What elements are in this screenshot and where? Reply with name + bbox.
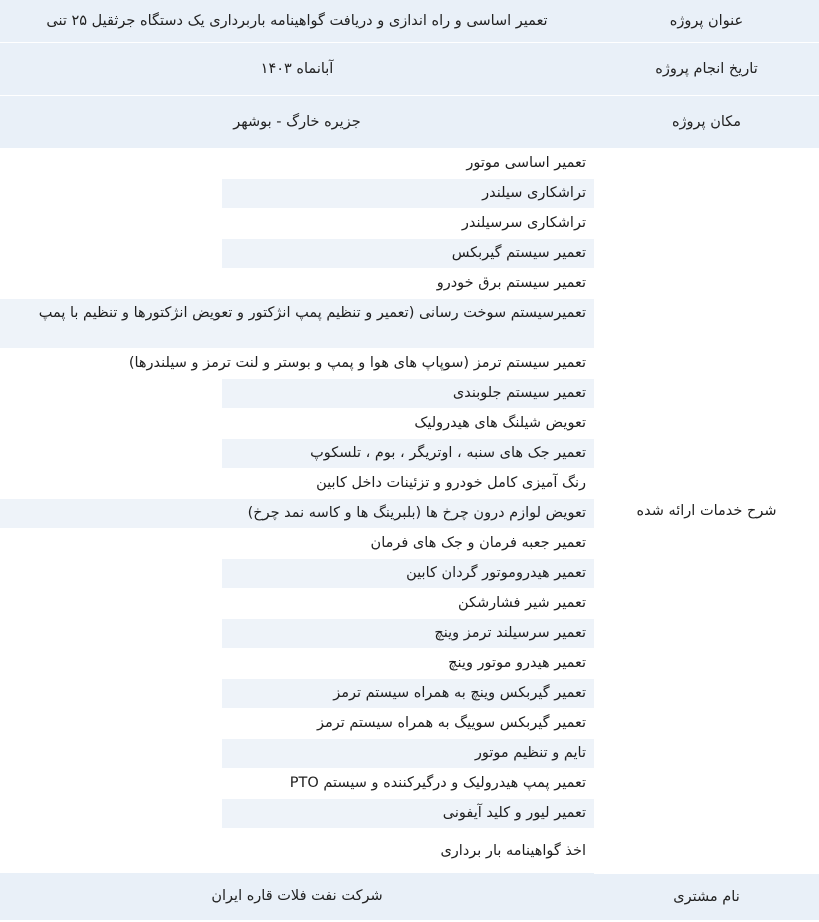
service-item: تعمیر گیربکس وینچ به همراه سیستم ترمز — [222, 679, 594, 709]
service-item: تعمیر جک های سنبه ، اوتریگر ، بوم ، تلسکوپ — [222, 439, 594, 469]
service-item: رنگ آمیزی کامل خودرو و تزئینات داخل کابین — [222, 469, 594, 499]
service-item: تعمیر جعبه فرمان و جک های فرمان — [222, 529, 594, 559]
row-services — [0, 149, 819, 874]
service-item: تعمیر گیربکس سوییگ به همراه سیستم ترمز — [222, 709, 594, 739]
client-value: شرکت نفت فلات قاره ایران — [0, 873, 594, 920]
service-item: تعمیر سیستم ترمز (سوپاپ های هوا و پمپ و بوستر و لنت ترمز و سیلندرها) — [0, 349, 594, 379]
row-client — [0, 873, 819, 920]
client-label: نام مشتری — [594, 873, 819, 920]
service-item: تعویض لوازم درون چرخ ها (بلبرینگ ها و کاسه نمد چرخ) — [0, 499, 594, 529]
project-date-value: آبانماه ۱۴۰۳ — [0, 43, 594, 96]
services-list — [0, 149, 594, 873]
project-place-value: جزیره خارگ - بوشهر — [0, 96, 594, 149]
service-item: تعمیر هیدرو موتور وینچ — [222, 649, 594, 679]
service-item: تعمیر شیر فشارشکن — [222, 589, 594, 619]
service-item: تعمیر سیستم جلوبندی — [222, 379, 594, 409]
service-item: تعمیر سرسیلند ترمز وینچ — [222, 619, 594, 649]
service-item: تعمیر هیدروموتور گردان کابین — [222, 559, 594, 589]
project-place-label: مکان پروژه — [594, 96, 819, 149]
row-project-date — [0, 43, 819, 96]
service-item: تعویض شیلنگ های هیدرولیک — [222, 409, 594, 439]
service-item: تعمیر اساسی موتور — [222, 149, 594, 179]
service-item: تعمیر لیور و کلید آیفونی — [222, 799, 594, 829]
project-title-label: عنوان پروژه — [594, 0, 819, 43]
service-item: تایم و تنظیم موتور — [222, 739, 594, 769]
row-project-place — [0, 96, 819, 149]
service-item: تراشکاری سیلندر — [222, 179, 594, 209]
service-item: تعمیر سیستم گیربکس — [222, 239, 594, 269]
service-item: تعمیر سیستم برق خودرو — [222, 269, 594, 299]
service-item: تراشکاری سرسیلندر — [222, 209, 594, 239]
service-item: تعمیر پمپ هیدرولیک و درگیرکننده و سیستم PTO — [222, 769, 594, 799]
service-item: تعمیرسیستم سوخت رسانی (تعمیر و تنظیم پمپ انژکتور و تعویض انژکتورها و تنظیم با پمپ — [0, 299, 594, 349]
project-date-label: تاریخ انجام پروژه — [594, 43, 819, 96]
row-project-title — [0, 0, 819, 43]
service-item: اخذ گواهینامه بار برداری — [222, 829, 594, 873]
project-title-value: تعمیر اساسی و راه اندازی و دریافت گواهینامه باربرداری یک دستگاه جرثقیل ۲۵ تنی — [0, 0, 594, 43]
services-cell — [0, 149, 594, 874]
services-label: شرح خدمات ارائه شده — [594, 149, 819, 874]
